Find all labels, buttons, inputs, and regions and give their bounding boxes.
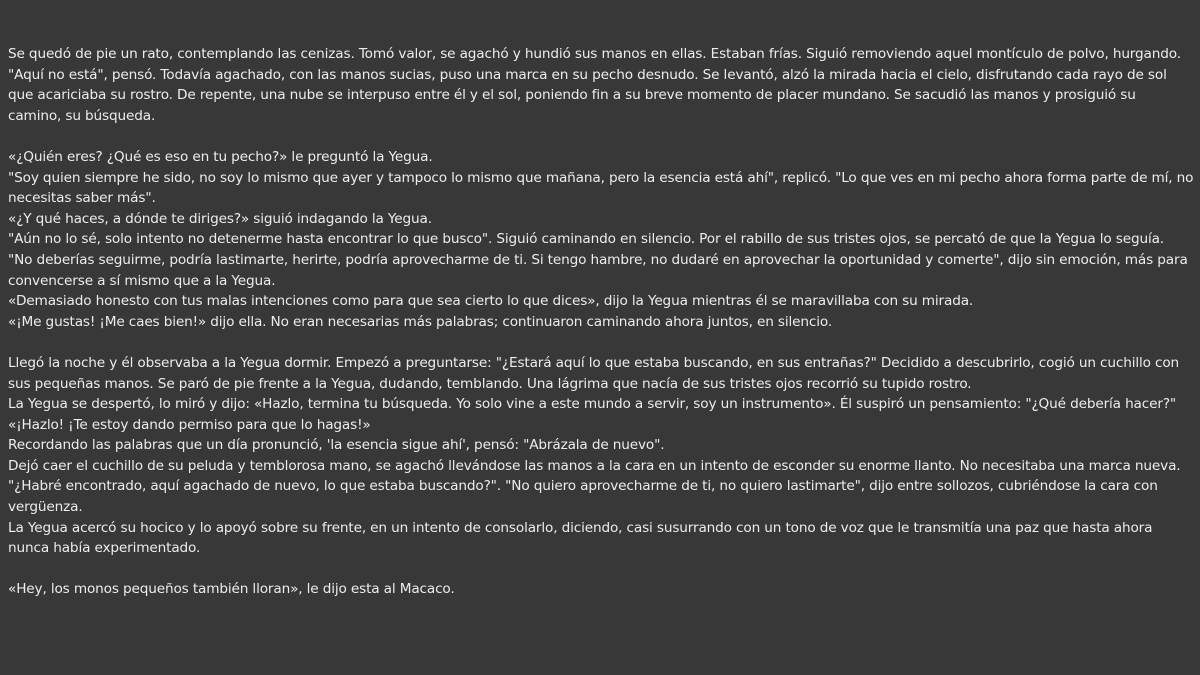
paragraph — [8, 147, 1194, 332]
text-line: Dejó caer el cuchillo de su peluda y temblorosa mano, se agachó llevándose las manos a la cara en un intento de esconder su enorme llanto. No necesitaba una marca nueva. — [8, 457, 1181, 474]
paragraph — [8, 579, 1194, 600]
text-line: La Yegua acercó su hocico y lo apoyó sobre su frente, en un intento de consolarlo, diciendo, casi susurrando con un tono de voz que le transmitía una paz que hasta ahora — [8, 519, 1153, 536]
text-line: que acariciaba su rostro. De repente, una nube se interpuso entre él y el sol, poniendo fin a su breve momento de placer mundano. Se sacudió las manos y prosiguió su — [8, 87, 1136, 104]
text-line: "No deberías seguirme, podría lastimarte, herirte, podría aprovecharme de ti. Si tengo hambre, no dudaré en aprovechar la oportunidad y comerte", dijo sin emoción, más para — [8, 251, 1188, 268]
text-line: Recordando las palabras que un día pronunció, 'la esencia sigue ahí', pensó: "Abrázala de nuevo". — [8, 437, 665, 454]
text-line: sus pequeñas manos. Se paró de pie frente a la Yegua, dudando, temblando. Una lágrima que nacía de sus tristes ojos recorrió su tupido rostro. — [8, 375, 972, 392]
text-line: nunca había experimentado. — [8, 540, 201, 557]
story-text — [8, 44, 1194, 600]
text-line: convencerse a sí mismo que a la Yegua. — [8, 272, 276, 289]
paragraph — [8, 353, 1194, 559]
text-line: La Yegua se despertó, lo miró y dijo: «Hazlo, termina tu búsqueda. Yo solo vine a este mundo a servir, soy un instrumento». Él suspiró un pensamiento: "¿Qué debería hacer?" — [8, 396, 1177, 413]
text-line: «¿Y qué haces, a dónde te diriges?» siguió indagando la Yegua. — [8, 210, 432, 227]
text-line: necesitas saber más". — [8, 190, 156, 207]
text-line: camino, su búsqueda. — [8, 107, 156, 124]
text-line: «¡Hazlo! ¡Te estoy dando permiso para que lo hagas!» — [8, 416, 371, 433]
text-line: Llegó la noche y él observaba a la Yegua dormir. Empezó a preguntarse: "¿Estará aquí lo que estaba buscando, en sus entrañas?" Decidido a descubrirlo, cogió un cuchillo con — [8, 354, 1180, 371]
text-line: "Aquí no está", pensó. Todavía agachado, con las manos sucias, puso una marca en su pecho desnudo. Se levantó, alzó la mirada hacia el cielo, disfrutando cada rayo de sol — [8, 66, 1167, 83]
text-line: "Aún no lo sé, solo intento no detenerme hasta encontrar lo que busco". Siguió caminando en silencio. Por el rabillo de sus tristes ojos, se percató de que la Yegua lo seguía. — [8, 231, 1164, 248]
text-line: «Hey, los monos pequeños también lloran», le dijo esta al Macaco. — [8, 581, 455, 598]
text-line: vergüenza. — [8, 499, 83, 516]
text-line: "Soy quien siempre he sido, no soy lo mismo que ayer y tampoco lo mismo que mañana, pero la esencia está ahí", replicó. "Lo que ves en mi pecho ahora forma parte de mí, no — [8, 169, 1194, 186]
text-line: Se quedó de pie un rato, contemplando las cenizas. Tomó valor, se agachó y hundió sus manos en ellas. Estaban frías. Siguió removiendo aquel montículo de polvo, hurgando. — [8, 46, 1181, 62]
text-line: «¿Quién eres? ¿Qué es eso en tu pecho?» le preguntó la Yegua. — [8, 148, 433, 165]
text-line: «¡Me gustas! ¡Me caes bien!» dijo ella. No eran necesarias más palabras; continuaron caminando ahora juntos, en silencio. — [8, 313, 833, 330]
text-line: "¿Habré encontrado, aquí agachado de nuevo, lo que estaba buscando?". "No quiero aprovecharme de ti, no quiero lastimarte", dijo entre sollozos, cubriéndose la cara con — [8, 478, 1158, 495]
paragraph — [8, 44, 1194, 126]
text-line: «Demasiado honesto con tus malas intenciones como para que sea cierto lo que dices», dijo la Yegua mientras él se maravillaba con su mirada. — [8, 293, 974, 310]
